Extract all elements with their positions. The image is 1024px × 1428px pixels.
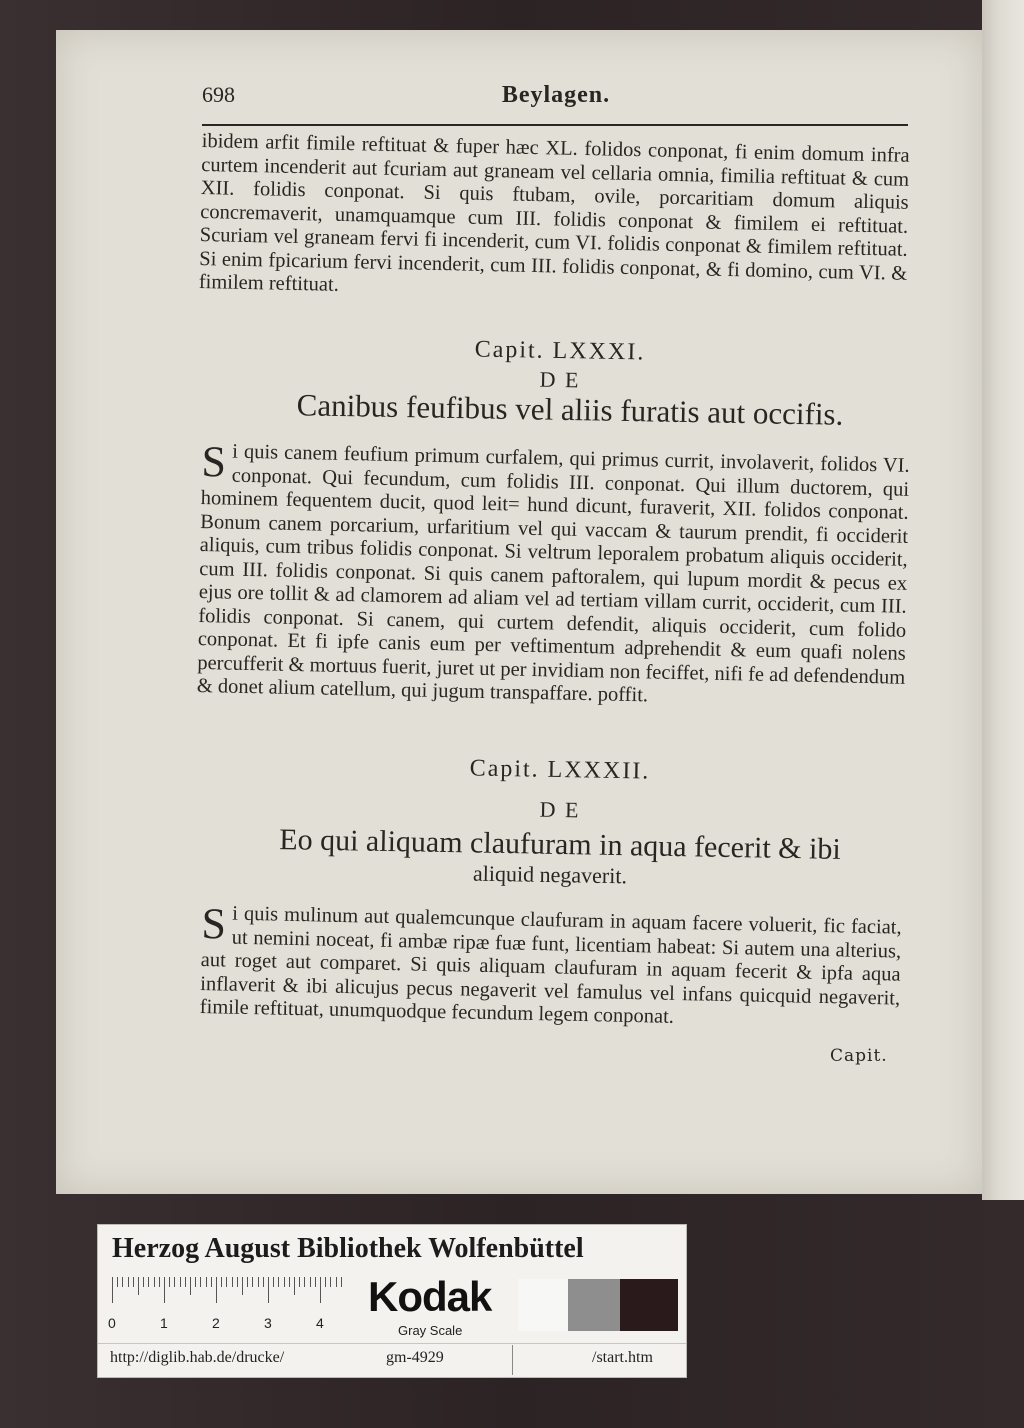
ruler-tick — [211, 1277, 212, 1287]
ruler-tick — [148, 1277, 149, 1287]
ruler-tick — [133, 1277, 134, 1287]
paragraph-1: ibidem arfit fimile reftituat & fuper hæc XL. folidos conponat, fi enim domum infra curtem incenderit aut fcuriam aut graneam vel cellaria omnia, fimilia reftituat & cum XII. folidis conponat. Si quis ftubam, ovile, porcaritiam domum aliquis concremaverit, unamquamque cum III. folidis conponat & fimilem ei reftituat. Scuriam vel graneam fervi fi incenderit, cum VI. folidis conponat & fimilem reftituat. Si enim fpicarium fervi incenderit, cum III. folidis conponat, & fi domino, cum VI. & fimilem reftituat. — [198, 130, 910, 296]
gray-swatches — [518, 1279, 678, 1331]
card-divider — [98, 1343, 686, 1344]
ruler-tick — [336, 1277, 337, 1287]
ruler-tick — [247, 1277, 248, 1287]
ruler-tick — [190, 1277, 191, 1295]
chapter-title-82: Eo qui aliquam claufuram in aqua fecerit & ibi — [279, 823, 841, 866]
ruler-tick — [310, 1277, 311, 1287]
facing-page-edge — [982, 0, 1024, 1200]
ruler-tick — [263, 1277, 264, 1287]
chapter-subtitle-82: aliquid negaverit. — [472, 860, 628, 889]
ruler-tick — [232, 1277, 233, 1287]
ruler-tick — [206, 1277, 207, 1287]
page-header — [202, 82, 910, 122]
ruler-tick — [195, 1277, 196, 1287]
drop-cap: S — [201, 437, 227, 487]
ruler-tick — [325, 1277, 326, 1287]
card-url: http://diglib.hab.de/drucke/ — [110, 1349, 285, 1366]
ruler-tick — [284, 1277, 285, 1287]
card-id: gm-4929 — [386, 1349, 444, 1366]
ruler-tick — [252, 1277, 253, 1287]
card-end: /start.htm — [592, 1349, 653, 1366]
ruler-tick — [154, 1277, 155, 1287]
ruler-tick — [143, 1277, 144, 1287]
ruler-tick — [122, 1277, 123, 1287]
paragraph-3 — [199, 899, 902, 1034]
ruler-tick — [268, 1277, 269, 1303]
swatch-dark — [620, 1279, 678, 1331]
library-color-card — [97, 1224, 687, 1378]
ruler-number: 2 — [212, 1315, 220, 1331]
ruler-number: 4 — [316, 1315, 324, 1331]
paragraph-2-text: i quis canem feufium primum curfalem, qui primus currit, involaverit, folidos VI. conponat. Qui fecundum, cum folidis III. conponat. Qui illum ductorem, qui hominem fequentem ducit, quod leit= hund dicunt, furaverit, XII. folidos conponat. Bonum canem porcarium, urfaritium vel qui vaccam & taurum prendit, fi occiderit aliquis, cum tribus folidis conponat. Si veltrum leporalem probatum aliquis occiderit, cum III. folidis conponat. Si quis canem paftoralem, qui lupum mordit & pecus ex ejus ore tollit & ad clamorem ad aliam vel ad tertiam villam currit, occiderit, cum III. folidis conponat. Si canem, qui curtem defendit, aliquis occiderit, cum folido conponat. Et fi ipfe canis eum per veftimentum adprehendit & eum quafi nolens percufferit & mortuus fuerit, juret ut per invidiam non feciffet, nifi fe ad defendendum & donet alium catellum, qui jugum transpaffare. poffit. — [196, 440, 910, 707]
header-rule — [202, 124, 908, 126]
card-separator — [512, 1345, 513, 1375]
gray-scale-label: Gray Scale — [398, 1323, 463, 1338]
ruler-tick — [330, 1277, 331, 1287]
ruler-tick — [216, 1277, 217, 1303]
ruler-tick — [242, 1277, 243, 1295]
ruler-tick — [174, 1277, 175, 1287]
page-number: 698 — [202, 82, 235, 107]
ruler-tick — [164, 1277, 165, 1303]
chapter-heading-81: Capit. LXXXI. — [474, 336, 646, 366]
ruler-tick — [320, 1277, 321, 1303]
running-title: Beylagen. — [501, 82, 611, 108]
ruler-tick — [294, 1277, 295, 1295]
chapter-de-81: D E — [539, 366, 581, 393]
ruler-tick — [185, 1277, 186, 1287]
paragraph-2 — [196, 437, 910, 713]
ruler-tick — [258, 1277, 259, 1287]
ruler-tick — [315, 1277, 316, 1287]
ruler-number: 3 — [264, 1315, 272, 1331]
card-title: Herzog August Bibliothek Wolfenbüttel — [112, 1233, 584, 1264]
ruler-tick — [237, 1277, 238, 1287]
ruler-tick — [289, 1277, 290, 1287]
kodak-logo: Kodak — [368, 1273, 492, 1320]
swatch-white — [518, 1279, 568, 1331]
ruler-tick — [273, 1277, 274, 1287]
ruler — [108, 1277, 342, 1331]
chapter-heading-82: Capit. LXXXII. — [469, 755, 651, 785]
ruler-tick — [299, 1277, 300, 1287]
ruler-tick — [117, 1277, 118, 1287]
drop-cap: S — [201, 899, 227, 949]
ruler-tick — [304, 1277, 305, 1287]
ruler-tick — [278, 1277, 279, 1287]
ruler-number: 1 — [160, 1315, 168, 1331]
ruler-tick — [169, 1277, 170, 1287]
ruler-tick — [226, 1277, 227, 1287]
ruler-number: 0 — [108, 1315, 116, 1331]
chapter-title-81: Canibus feufibus vel aliis furatis aut occifis. — [296, 387, 844, 432]
ruler-tick — [138, 1277, 139, 1295]
swatch-gray — [568, 1279, 620, 1331]
catchword: Capit. — [830, 1046, 888, 1066]
ruler-tick — [112, 1277, 113, 1303]
ruler-tick — [341, 1277, 342, 1287]
paragraph-3-text: i quis mulinum aut qualemcunque claufuram in aquam facere voluerit, fic faciat, ut nemini noceat, fi ambæ ripæ fuæ funt, licentiam habeat: Si autem una alterius, aut roget aut comparet. Si quis aliquam claufuram in aquam fecerit & ipfa aqua inflaverit & ibi alicujus pecus negaverit vel famulus vel infans quicquid negaverit, fimile reftituat, unumquodque fecundum legem conponat. — [199, 902, 902, 1028]
ruler-tick — [180, 1277, 181, 1287]
chapter-de-82: D E — [539, 796, 581, 823]
ruler-tick — [200, 1277, 201, 1287]
ruler-tick — [128, 1277, 129, 1287]
ruler-tick — [159, 1277, 160, 1287]
ruler-tick — [221, 1277, 222, 1287]
